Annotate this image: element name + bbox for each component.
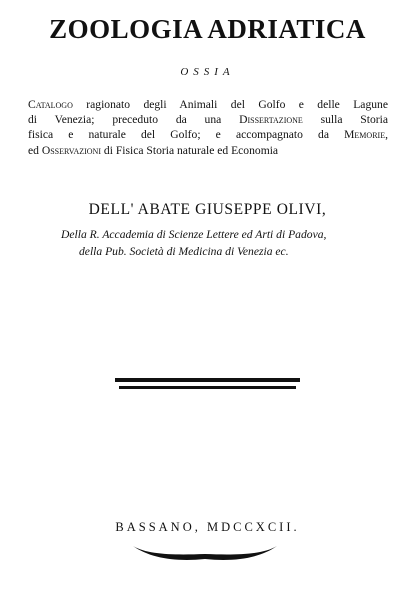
description-line-4-text-b: di Fisica Storia naturale ed Economia xyxy=(101,144,279,157)
description-line-2 xyxy=(28,112,388,128)
description-line-1 xyxy=(28,97,388,113)
subtitle-ossia: OSSIA xyxy=(180,66,235,78)
description-line-3-text-b: , xyxy=(385,128,388,141)
double-rule-bottom xyxy=(119,386,296,389)
affiliation-line-1: Della R. Accademia di Scienze Lettere ed Arti di Padova, xyxy=(61,228,327,241)
double-rule-divider xyxy=(115,376,300,396)
description-line-3 xyxy=(28,127,388,143)
double-rule-top xyxy=(115,378,300,382)
description-line-3-smallcaps: Memorie xyxy=(344,128,386,141)
description-line-4-smallcaps: Osservazioni xyxy=(41,144,101,157)
description-line-4 xyxy=(28,143,388,159)
imprint-line: BASSANO, MDCCXCII. xyxy=(115,520,300,534)
description-line-1-smallcaps: Catalogo xyxy=(28,98,73,111)
description-line-4-text-a: ed xyxy=(28,144,42,157)
description-line-2-text-a: di Venezia; preceduto da una xyxy=(28,113,240,126)
description-line-3-text-a: fisica e naturale del Golfo; e accompagnato da xyxy=(28,128,345,141)
swash-ornament-shape xyxy=(133,546,277,560)
description-line-2-text-b: sulla Storia xyxy=(302,113,388,126)
affiliation-line-2: della Pub. Società di Medicina di Venezia ec. xyxy=(79,245,289,258)
description-line-2-smallcaps: Dissertazione xyxy=(239,113,303,126)
author-line: DELL' ABATE GIUSEPPE OLIVI, xyxy=(88,201,327,218)
swash-ornament xyxy=(130,542,280,566)
book-title: ZOOLOGIA ADRIATICA xyxy=(49,14,366,44)
description-line-1-text: ragionato degli Animali del Golfo e delle Lagune xyxy=(72,98,388,111)
